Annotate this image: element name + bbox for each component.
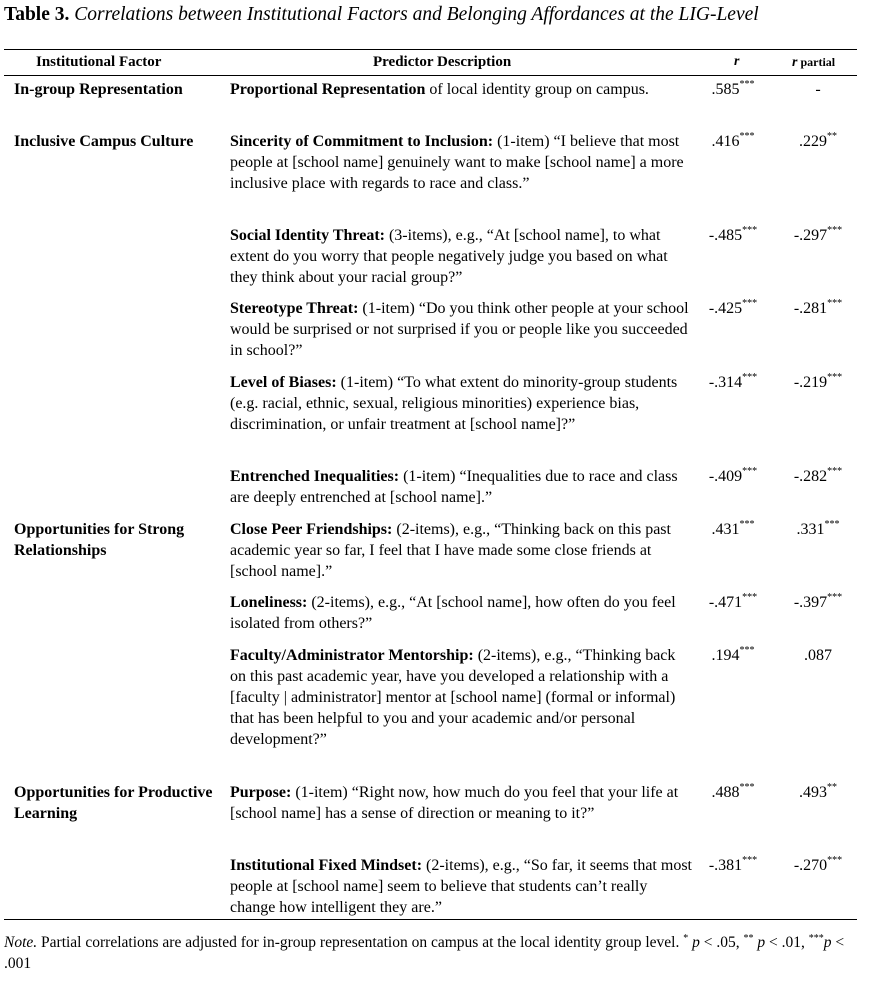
predictor-description <box>230 131 692 194</box>
predictor-text: (1-item) “Do you think other people at your school would be surprised or not surprised if you or people like you succeeded in school?” <box>230 300 689 359</box>
predictor-name: Institutional Fixed Mindset: <box>230 857 423 874</box>
predictor-text: (2-items), e.g., “At [school name], how often do you feel isolated from others?” <box>230 594 676 632</box>
significance-marker: *** <box>827 297 843 309</box>
predictor-name: Faculty/Administrator Mentorship: <box>230 647 474 664</box>
header-r: r <box>734 54 740 69</box>
r-value: -.314*** <box>708 371 758 391</box>
significance-marker: *** <box>824 518 840 530</box>
predictor-text: (2-items), e.g., “Thinking back on this past academic year so far, I feel that I have made some close friends at [school name].” <box>230 521 671 580</box>
predictor-text: (1-item) “I believe that most people at [school name] genuinely want to make [school name] a more inclusive place with regards to race and class.” <box>230 133 684 192</box>
predictor-description <box>230 645 692 750</box>
predictor-description <box>230 372 692 435</box>
r-partial-value: -.297*** <box>793 224 843 244</box>
predictor-name: Social Identity Threat: <box>230 227 385 244</box>
r-partial-value: -.281*** <box>793 297 843 317</box>
significance-marker: *** <box>739 644 755 656</box>
predictor-description <box>230 79 692 100</box>
predictor-description <box>230 519 692 582</box>
significance-marker: *** <box>827 854 843 866</box>
r-partial-value: -.219*** <box>793 371 843 391</box>
r-partial-value: - <box>815 81 821 98</box>
table-caption: Correlations between Institutional Factors and Belonging Affordances at the LIG-Level <box>74 4 759 25</box>
r-value: .488*** <box>711 781 755 801</box>
note-label: Note. <box>4 934 38 951</box>
r-value: .585*** <box>711 78 755 98</box>
predictor-text: (2-items), e.g., “So far, it seems that most people at [school name] seem to believe that students can’t really change how intelligent they are.” <box>230 857 692 916</box>
significance-marker: *** <box>739 130 755 142</box>
header-rule <box>4 75 857 76</box>
significance-marker: *** <box>742 465 758 477</box>
r-value: .416*** <box>711 130 755 150</box>
predictor-text: of local identity group on campus. <box>425 81 649 98</box>
significance-marker: *** <box>742 371 758 383</box>
predictor-text: (1-item) “To what extent do minority-group students (e.g. racial, ethnic, sexual, religious minorities) experience bias, discrimination, or unfair treatment at [school name]?” <box>230 374 678 433</box>
predictor-name: Level of Biases: <box>230 374 337 391</box>
predictor-text: (1-item) “Right now, how much do you feel that your life at [school name] has a sense of direction or meaning to it?” <box>230 784 679 822</box>
header-institutional-factor: Institutional Factor <box>36 54 162 70</box>
r-value: -.381*** <box>708 854 758 874</box>
top-rule <box>4 49 857 50</box>
significance-marker: *** <box>742 854 758 866</box>
significance-marker: *** <box>827 371 843 383</box>
significance-marker: *** <box>827 465 843 477</box>
r-value: -.471*** <box>708 591 758 611</box>
predictor-name: Entrenched Inequalities: <box>230 468 400 485</box>
predictor-text: (2-items), e.g., “Thinking back on this past academic year, have you developed a relationship with a [faculty | administrator] mentor at [school name] (formal or informal) that has been helpful to you and your academic and/or personal development?” <box>230 647 676 748</box>
significance-marker: *** <box>742 224 758 236</box>
predictor-description <box>230 298 692 361</box>
r-value: -.425*** <box>708 297 758 317</box>
r-partial-value: -.282*** <box>793 465 843 485</box>
significance-marker: ** <box>827 781 837 793</box>
r-partial-value: .493** <box>799 781 837 801</box>
table-title <box>4 3 759 27</box>
table-label: Table 3. <box>4 4 70 25</box>
predictor-description <box>230 225 692 288</box>
header-r-partial <box>792 52 835 73</box>
significance-marker: *** <box>827 224 843 236</box>
factor-label: Opportunities for Strong Relationships <box>14 521 185 559</box>
header-predictor-description: Predictor Description <box>373 54 512 70</box>
significance-marker: *** <box>739 781 755 793</box>
predictor-description <box>230 855 692 918</box>
r-value: -.485*** <box>708 224 758 244</box>
predictor-name: Stereotype Threat: <box>230 300 359 317</box>
significance-marker: *** <box>742 297 758 309</box>
bottom-rule <box>4 919 857 920</box>
r-partial-value: -.397*** <box>793 591 843 611</box>
significance-marker: *** <box>827 591 843 603</box>
predictor-text: (3-items), e.g., “At [school name], to what extent do you worry that people negatively judge you based on what they think about your racial group?” <box>230 227 668 286</box>
significance-marker: *** <box>742 591 758 603</box>
predictor-text: (1-item) “Inequalities due to race and class are deeply entrenched at [school name].” <box>230 468 678 506</box>
factor-label: Opportunities for Productive Learning <box>14 784 213 822</box>
predictor-name: Close Peer Friendships: <box>230 521 393 538</box>
r-value: .194*** <box>711 644 755 664</box>
predictor-description <box>230 592 692 634</box>
header-r-partial-symbol: r <box>792 55 798 70</box>
header-r-partial-word: partial <box>800 55 836 69</box>
significance-marker: *** <box>739 518 755 530</box>
note-text: Partial correlations are adjusted for in-group representation on campus at the local identity group level. <box>37 934 684 951</box>
significance-marker: ** <box>827 130 837 142</box>
factor-label: In-group Representation <box>14 81 183 98</box>
r-value: -.409*** <box>708 465 758 485</box>
r-partial-value: .087 <box>804 647 832 664</box>
r-partial-value: .331*** <box>796 518 840 538</box>
predictor-name: Purpose: <box>230 784 292 801</box>
predictor-description <box>230 466 692 508</box>
factor-label: Inclusive Campus Culture <box>14 133 194 150</box>
predictor-name: Loneliness: <box>230 594 308 611</box>
table-note: Note. Partial correlations are adjusted for in-group representation on campus at the local identity group level. * p < .05, ** p < .01, ***p < .001 <box>4 932 845 972</box>
significance-marker: *** <box>739 78 755 90</box>
predictor-name: Sincerity of Commitment to Inclusion: <box>230 133 494 150</box>
r-partial-value: -.270*** <box>793 854 843 874</box>
predictor-name: Proportional Representation <box>230 81 426 98</box>
r-partial-value: .229** <box>799 130 837 150</box>
r-value: .431*** <box>711 518 755 538</box>
predictor-description <box>230 782 692 824</box>
